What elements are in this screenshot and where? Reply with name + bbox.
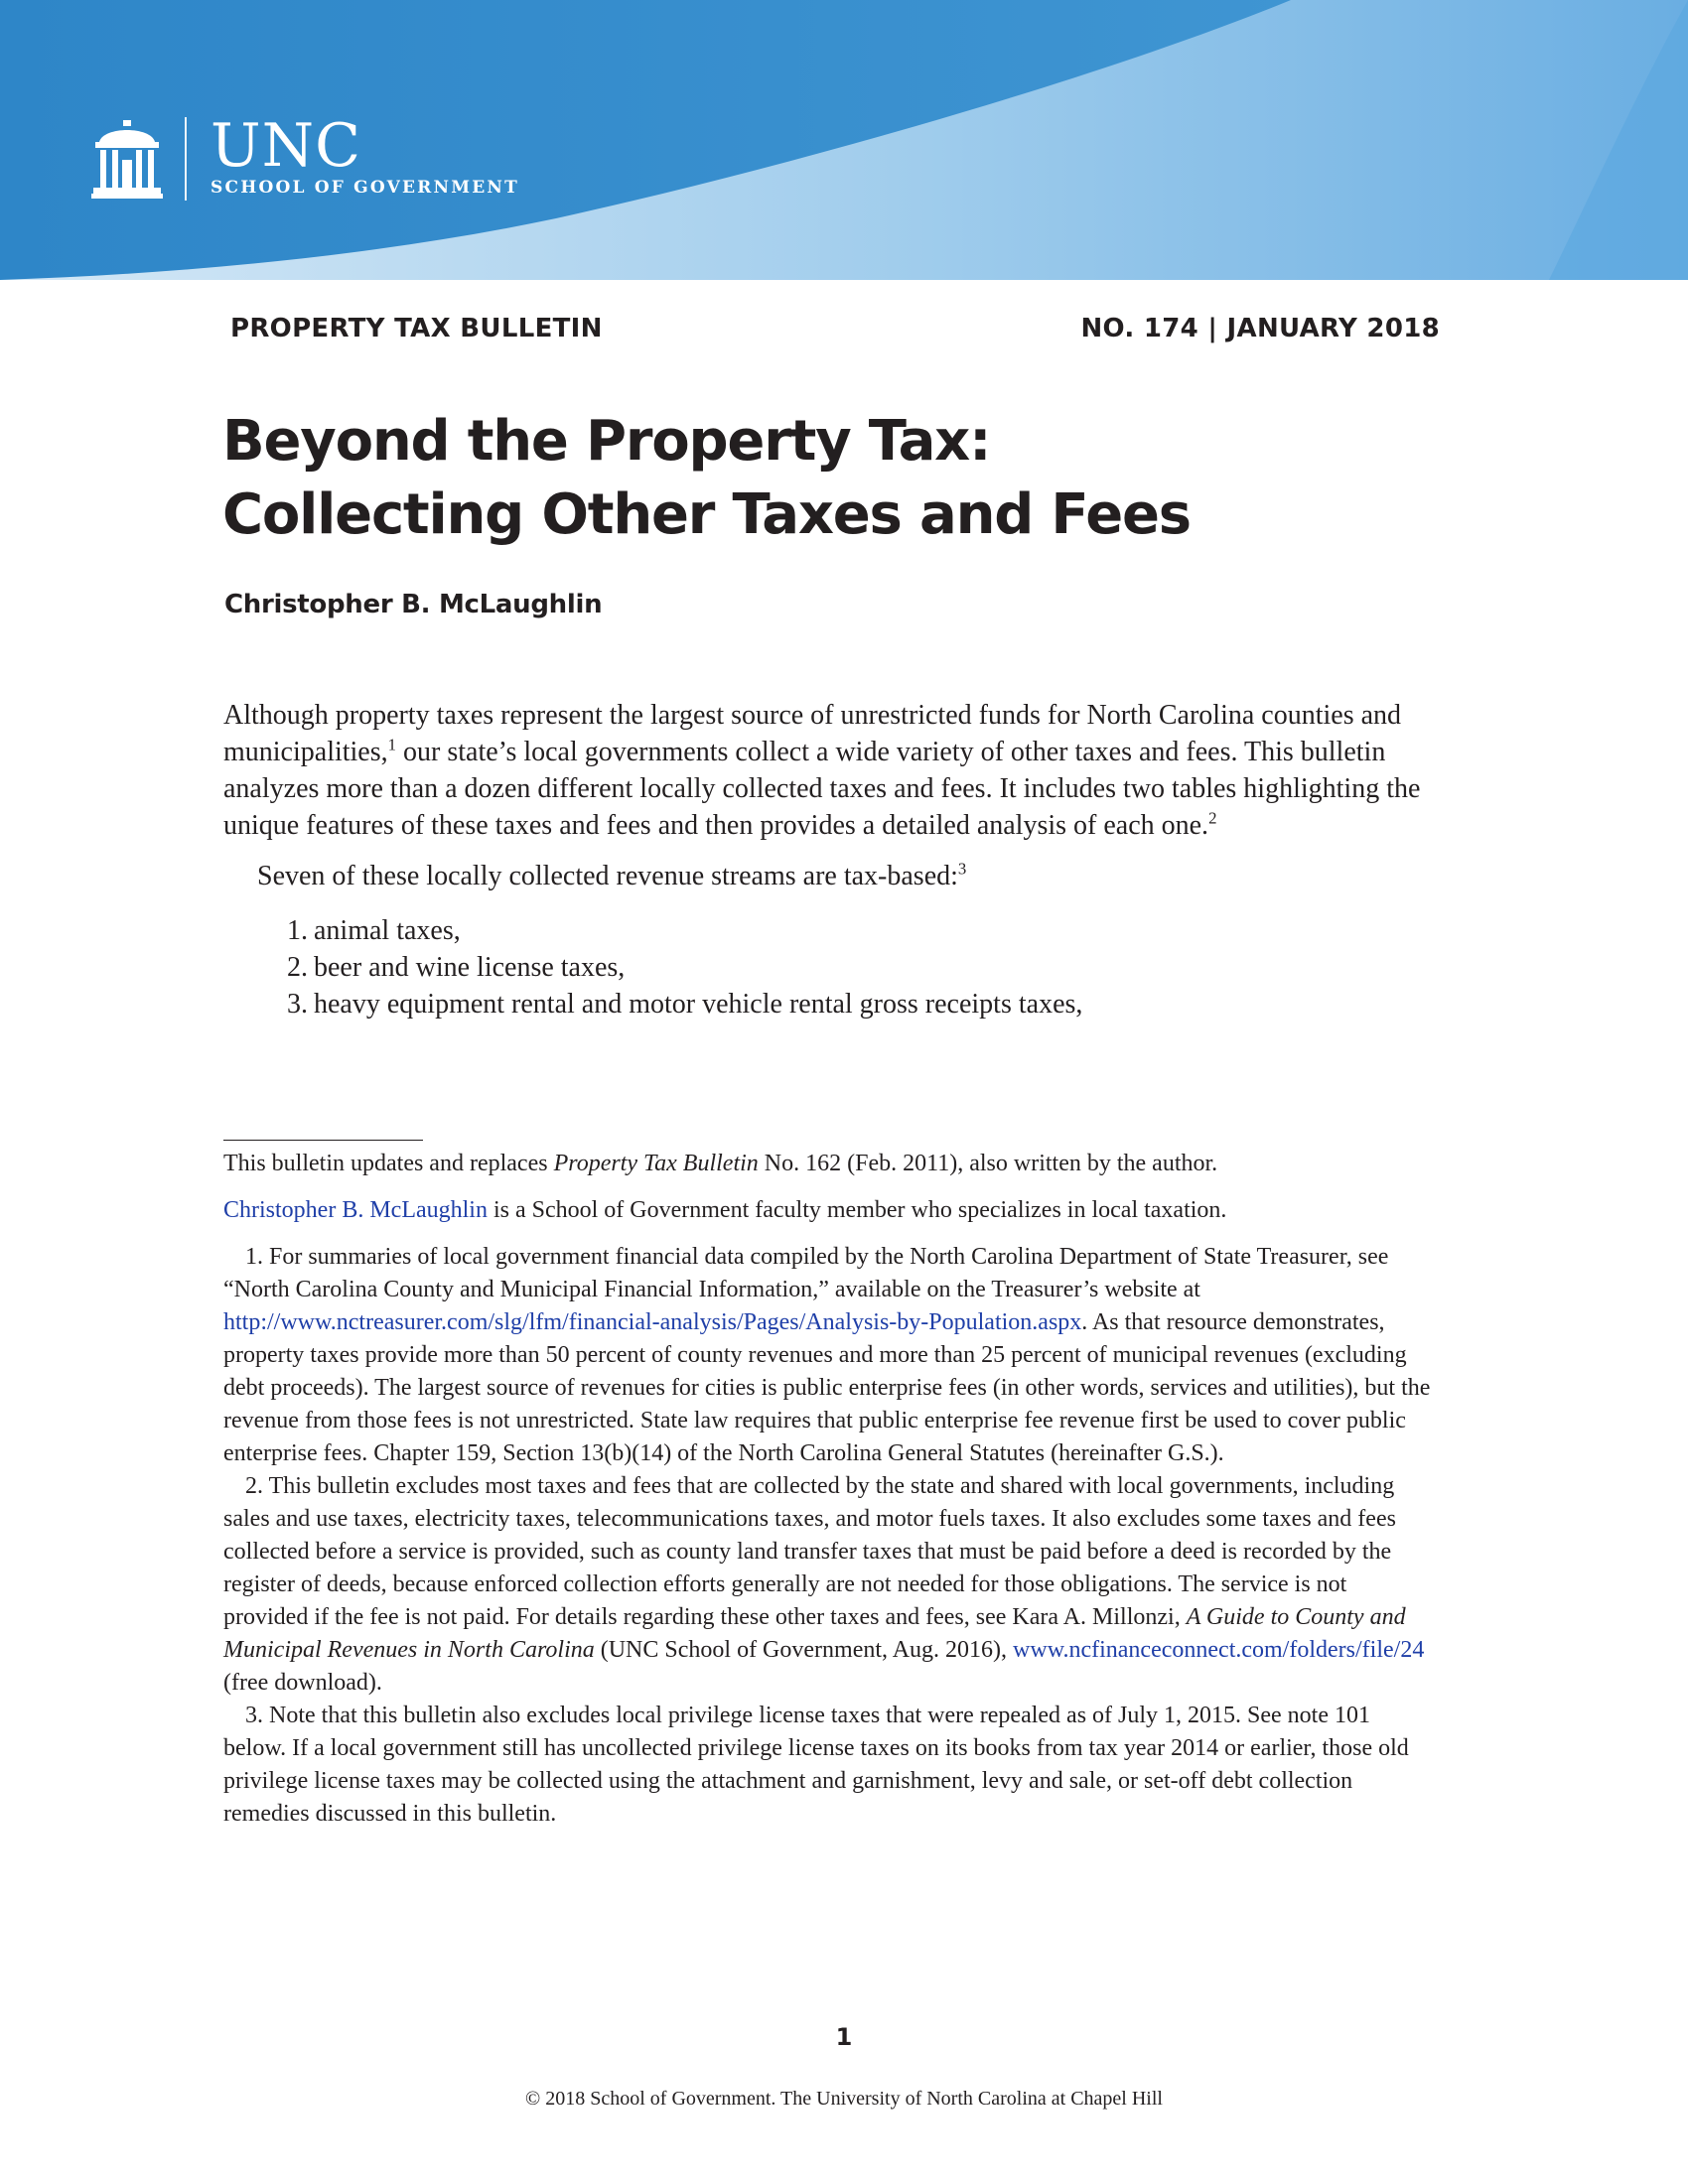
update-note: This bulletin updates and replaces Property Tax Bulletin No. 162 (Feb. 2011), also written by the author. (223, 1151, 1218, 1176)
body-text (223, 697, 1431, 1023)
list-item: 2. beer and wine license taxes, (287, 952, 626, 983)
page-title (222, 405, 1414, 552)
bulletin-issue: NO. 174 | JANUARY 2018 (1080, 314, 1440, 343)
bulletin-series: PROPERTY TAX BULLETIN (230, 314, 603, 343)
unc-sog-logo (91, 111, 519, 201)
list-item: 3. heavy equipment rental and motor vehicle rental gross receipts taxes, (287, 989, 1083, 1020)
finance-connect-link[interactable]: www.ncfinanceconnect.com/folders/file/24 (1013, 1637, 1425, 1663)
footnote-ref-1[interactable]: 1 (387, 735, 397, 754)
footnote-3: 3. Note that this bulletin also excludes local privilege license taxes that were repealed as of July 1, 2015. See note 101 below. If a local government still has uncollected privilege license taxes on its books from tax year 2014 or earlier, those old privilege license taxes may be collected using the attachment and garnishment, levy and sale, or set-off debt collection remedies discussed in this bulletin. (223, 1703, 1409, 1827)
logo-subtitle: SCHOOL OF GOVERNMENT (211, 178, 519, 198)
logo-unc-text: UNC (211, 111, 361, 181)
intro-paragraph: Although property taxes represent the largest source of unrestricted funds for North Carolina counties and municipalities,$^1$ our state’s local governments collect a wide variety of other taxes and fees. This bulletin analyzes more than a dozen different locally collected taxes and fees. It includes two tables highlighting the unique features of these taxes and fees and then provides a detailed analysis of each one.$^2$ (223, 700, 1421, 841)
author-link[interactable]: Christopher B. McLaughlin (223, 1197, 488, 1223)
footnote-ref-2[interactable]: 2 (1208, 808, 1217, 828)
copyright-footer: © 2018 School of Government. The University of North Carolina at Chapel Hill (525, 2088, 1163, 2110)
footnote-divider (223, 1140, 423, 1141)
list-item: 1. animal taxes, (287, 915, 461, 946)
treasurer-link[interactable]: http://www.nctreasurer.com/slg/lfm/financial-analysis/Pages/Analysis-by-Population.aspx (223, 1309, 1082, 1335)
page-number: 1 (835, 2023, 853, 2051)
author-note: Christopher B. McLaughlin is a School of Government faculty member who specializes in local taxation. (223, 1197, 1227, 1223)
old-well-icon (91, 118, 163, 200)
footnotes (223, 1148, 1435, 1831)
author-byline: Christopher B. McLaughlin (224, 590, 603, 619)
footnote-1: 1. For summaries of local government financial data compiled by the North Carolina Department of State Treasurer, see “North Carolina County and Municipal Financial Information,” available on the Treasurer’s website at http://www.nctreasurer.com/slg/lfm/financial-analysis/Pages/Analysis-by-Population.aspx. As that resource demonstrates, property taxes provide more than 50 percent of county revenues and more than 25 percent of municipal revenues (excluding debt proceeds). The largest source of revenues for cities is public enterprise fees (in other words, services and utilities), but the revenue from those fees is not unrestricted. State law requires that public enterprise fee revenue first be used to cover public enterprise fees. Chapter 159, Section 13(b)(14) of the North Carolina General Statutes (hereinafter G.S.). (223, 1244, 1431, 1466)
tax-list (223, 912, 1431, 1023)
footnote-ref-3[interactable]: 3 (957, 859, 967, 879)
tax-streams-intro: Seven of these locally collected revenue streams are tax-based:$^3$ (257, 859, 967, 891)
title-line-2: Collecting Other Taxes and Fees (222, 482, 1191, 547)
title-line-1: Beyond the Property Tax: (222, 409, 991, 474)
logo-divider (185, 117, 187, 201)
footnote-2: 2. This bulletin excludes most taxes and fees that are collected by the state and shared with local governments, including sales and use taxes, electricity taxes, telecommunications taxes, and motor fuels taxes. It also excludes some taxes and fees collected before a service is provided, such as county land transfer taxes that must be paid before a deed is recorded by the register of deeds, because enforced collection efforts generally are not needed for those obligations. The service is not provided if the fee is not paid. For details regarding these other taxes and fees, see Kara A. Millonzi, A Guide to County and Municipal Revenues in North Carolina (UNC School of Government, Aug. 2016), www.ncfinanceconnect.com/folders/file/24 (free download). (223, 1473, 1425, 1696)
